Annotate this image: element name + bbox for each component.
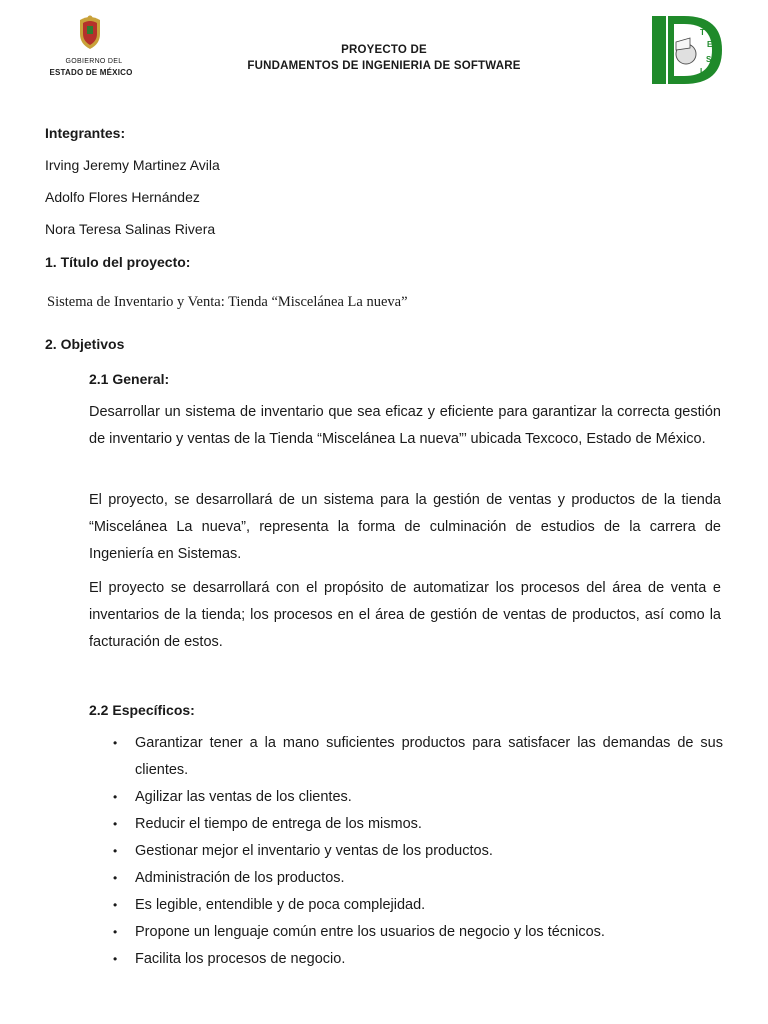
- bullet-icon: •: [113, 736, 118, 750]
- list-item: [113, 784, 723, 811]
- header-title: [200, 42, 568, 74]
- list-item: [113, 838, 723, 865]
- bullet-icon: •: [113, 952, 118, 966]
- section1-heading: 1. Título del proyecto:: [45, 254, 191, 270]
- bullet-icon: •: [113, 871, 118, 885]
- member-1: Irving Jeremy Martinez Avila: [45, 157, 220, 173]
- specific-list: [113, 730, 723, 973]
- general-paragraph-1: Desarrollar un sistema de inventario que sea eficaz y eficiente para garantizar la correcta gestión de inventario y ventas de la Tienda “Miscelánea La nueva”’ ubicada Texcoco, Estado de México.: [89, 404, 721, 447]
- list-item: [113, 892, 723, 919]
- list-item: [113, 919, 723, 946]
- list-item-text: Reducir el tiempo de entrega de los mismos.: [135, 816, 422, 832]
- bullet-icon: •: [113, 925, 118, 939]
- list-item-text: Propone un lenguaje común entre los usuarios de negocio y los técnicos.: [135, 924, 605, 940]
- logo-letter-s: S: [706, 55, 712, 64]
- logo-letter-e: E: [707, 40, 713, 49]
- logo-letter-t: T: [700, 28, 705, 37]
- list-item-text: Garantizar tener a la mano suficientes productos para satisfacer las demandas de sus clientes.: [135, 735, 723, 778]
- bullet-icon: •: [113, 790, 118, 804]
- list-item: [113, 730, 723, 784]
- crest-icon: [76, 14, 104, 50]
- list-item-text: Gestionar mejor el inventario y ventas de los productos.: [135, 843, 493, 859]
- logo-text-line1: GOBIERNO DEL: [65, 58, 123, 65]
- list-item-text: Agilizar las ventas de los clientes.: [135, 789, 352, 805]
- logo-text-line2: ESTADO DE MÉXICO: [49, 68, 133, 77]
- list-item-text: Es legible, entendible y de poca complejidad.: [135, 897, 426, 913]
- document-header: [0, 0, 768, 100]
- header-title-line2: FUNDAMENTOS DE INGENIERIA DE SOFTWARE: [247, 60, 521, 72]
- bullet-icon: •: [113, 898, 118, 912]
- project-title: Sistema de Inventario y Venta: Tienda “Miscelánea La nueva”: [47, 294, 408, 310]
- bullet-icon: •: [113, 844, 118, 858]
- list-item-text: Facilita los procesos de negocio.: [135, 951, 346, 967]
- general-paragraph-2: El proyecto, se desarrollará de un sistema para la gestión de ventas y productos de la tienda “Miscelánea La nueva”, representa la forma de culminación de estudios de la carrera de Ingeniería en Sistemas.: [89, 492, 721, 562]
- member-3: Nora Teresa Salinas Rivera: [45, 221, 216, 237]
- member-2: Adolfo Flores Hernández: [45, 189, 200, 205]
- general-paragraph-3: El proyecto se desarrollará con el propósito de automatizar los procesos del área de venta e inventarios de la tienda; los procesos en el área de gestión de ventas de productos, así como la facturación de estos.: [89, 580, 721, 650]
- list-item-text: Administración de los productos.: [135, 870, 345, 886]
- general-heading: 2.1 General:: [89, 371, 170, 387]
- logo-letter-i: I: [700, 67, 703, 76]
- header-title-line1: PROYECTO DE: [341, 44, 427, 56]
- list-item: [113, 946, 723, 973]
- list-item: [113, 811, 723, 838]
- integrantes-heading: Integrantes:: [45, 125, 126, 141]
- bullet-icon: •: [113, 817, 118, 831]
- section2-heading: 2. Objetivos: [45, 336, 125, 352]
- tesi-logo: [650, 14, 724, 86]
- specific-heading: 2.2 Específicos:: [89, 702, 195, 718]
- list-item: [113, 865, 723, 892]
- gobierno-estado-mexico-logo: [46, 14, 136, 84]
